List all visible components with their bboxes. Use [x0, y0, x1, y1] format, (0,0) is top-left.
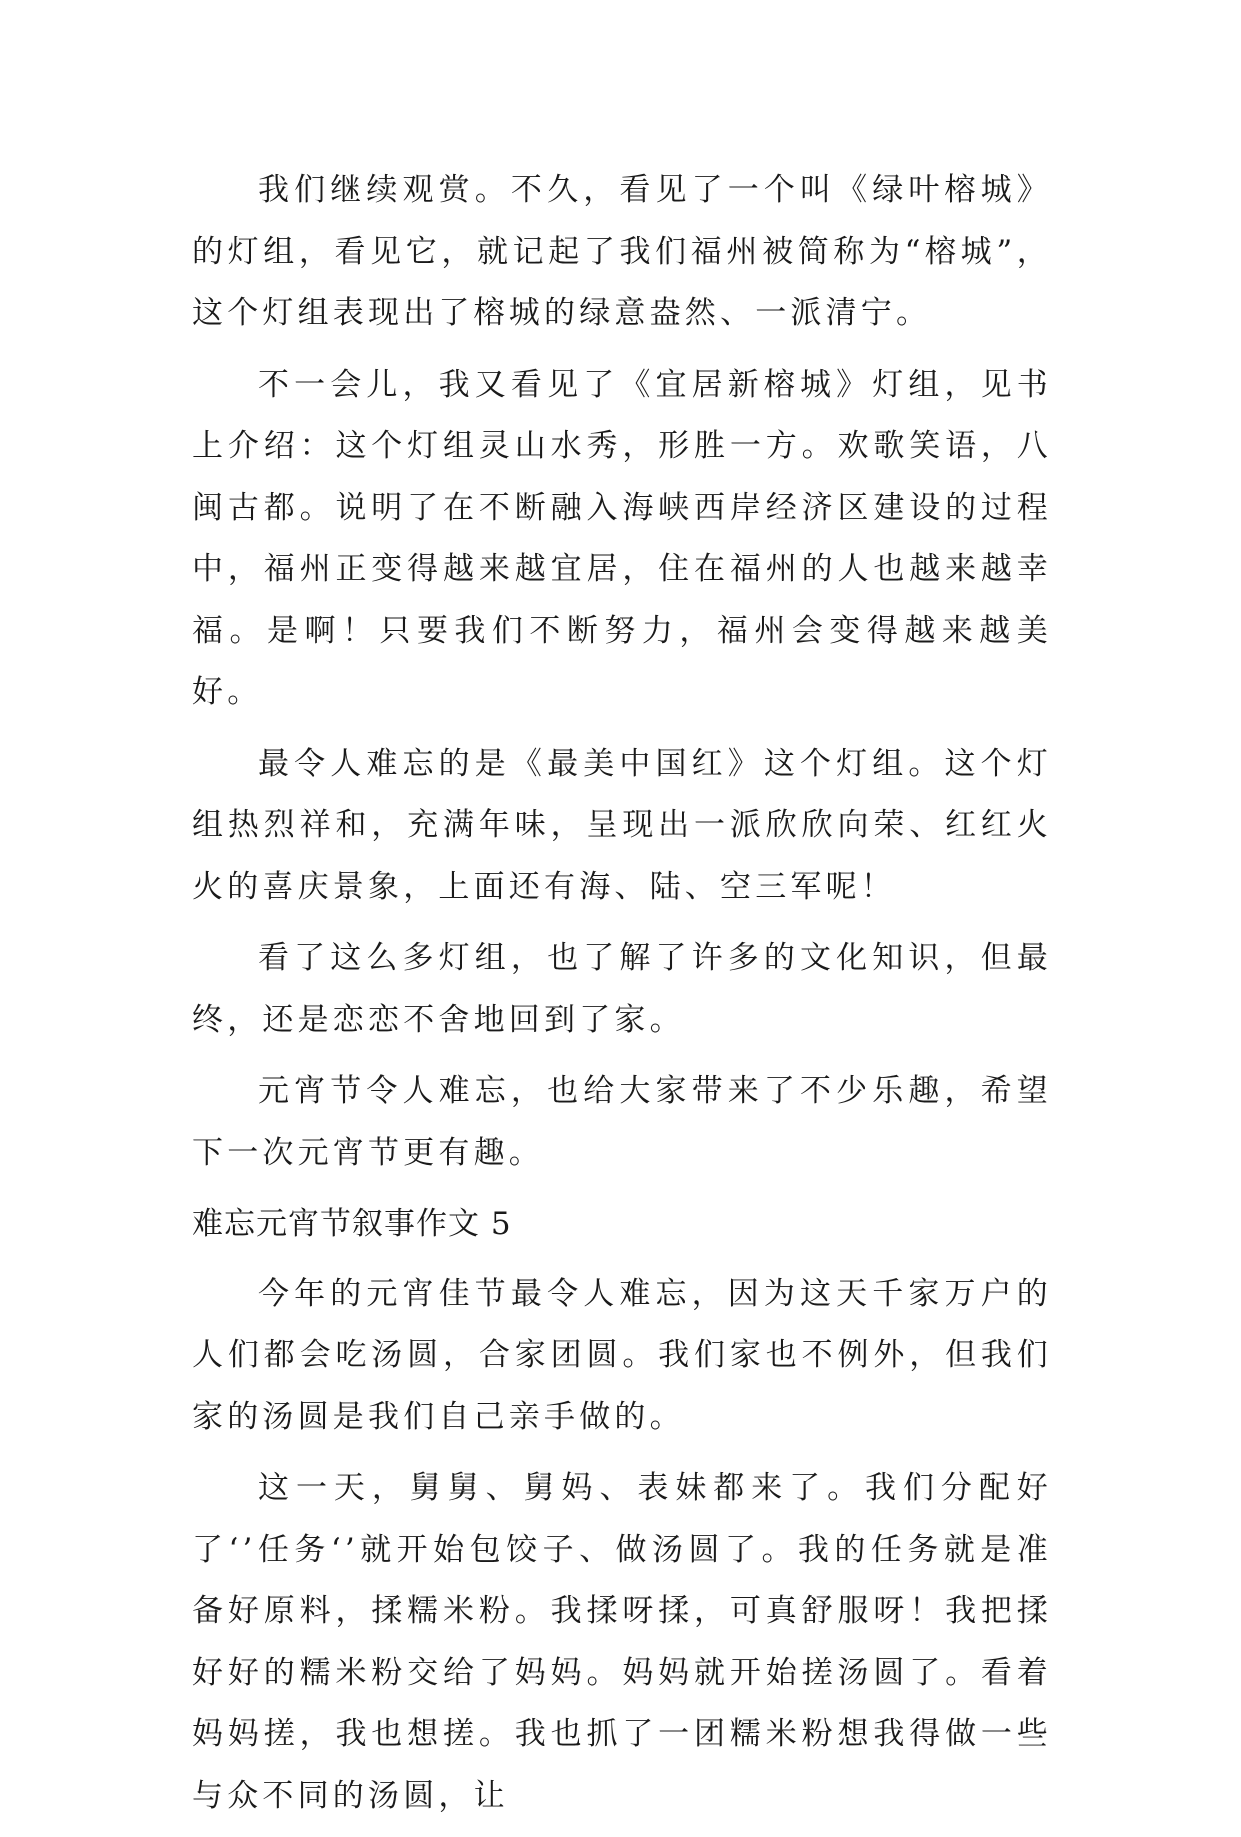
paragraph: 看了这么多灯组，也了解了许多的文化知识，但最终，还是恋恋不舍地回到了家。 — [192, 940, 1052, 1038]
paragraph: 这一天，舅舅、舅妈、表妹都来了。我们分配好了‘’任务‘’就开始包饺子、做汤圆了。我的任务就是准备好原料，揉糯米粉。我揉呀揉，可真舒服呀！我把揉好好的糯米粉交给了妈妈。妈妈就开始搓汤圆了。看着妈妈搓，我也想搓。我也抓了一团糯米粉想我得做一些与众不同的汤圆，让 — [192, 1470, 1052, 1814]
paragraph: 最令人难忘的是《最美中国红》这个灯组。这个灯组热烈祥和，充满年味，呈现出一派欣欣向荣、红红火火的喜庆景象，上面还有海、陆、空三军呢！ — [192, 745, 1052, 905]
section-title: 难忘元宵节叙事作文 5 — [192, 1206, 512, 1242]
paragraph: 不一会儿，我又看见了《宜居新榕城》灯组，见书上介绍：这个灯组灵山水秀，形胜一方。欢歌笑语，八闽古都。说明了在不断融入海峡西岸经济区建设的过程中，福州正变得越来越宜居，住在福州的人也越来越幸福。是啊！只要我们不断努力，福州会变得越来越美好。 — [192, 366, 1052, 710]
paragraph: 元宵节令人难忘，也给大家带来了不少乐趣，希望下一次元宵节更有趣。 — [192, 1073, 1052, 1171]
paragraph: 今年的元宵佳节最令人难忘，因为这天千家万户的人们都会吃汤圆，合家团圆。我们家也不例外，但我们家的汤圆是我们自己亲手做的。 — [192, 1275, 1052, 1435]
paragraph: 我们继续观赏。不久，看见了一个叫《绿叶榕城》的灯组，看见它，就记起了我们福州被简称为“榕城”，这个灯组表现出了榕城的绿意盎然、一派清宁。 — [192, 172, 1052, 331]
document-body — [192, 160, 1052, 1837]
